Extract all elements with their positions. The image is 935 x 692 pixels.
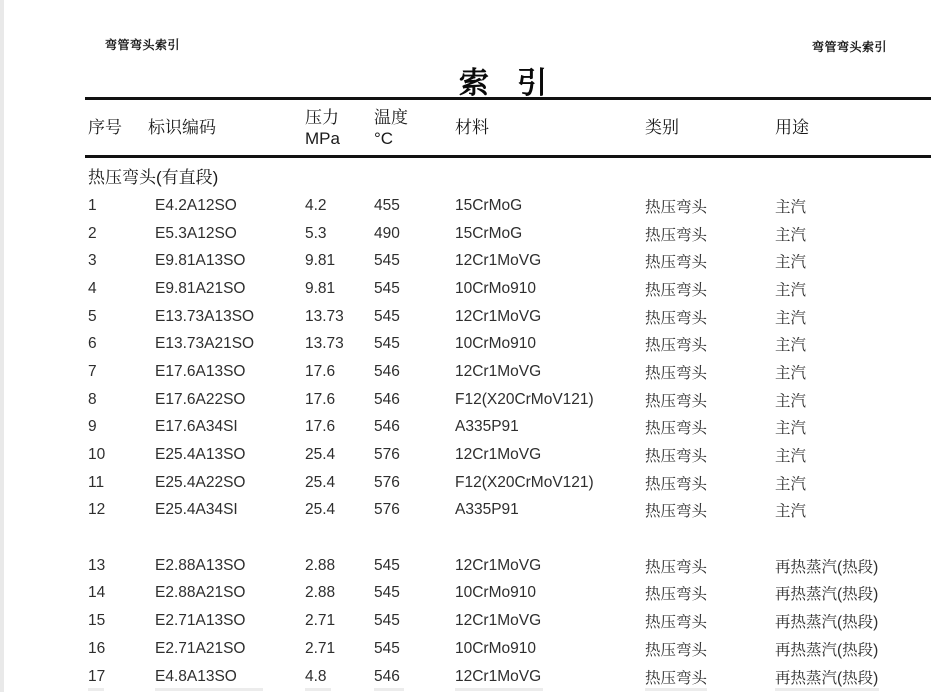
cell-usage: 主汽	[775, 475, 807, 493]
cell-usage: 主汽	[775, 392, 807, 410]
running-header-left: 弯管弯头索引	[105, 38, 181, 52]
table-row	[85, 275, 931, 303]
cell-pressure: 4.2	[305, 196, 327, 214]
cell-seq: 5	[88, 307, 97, 325]
column-header-seq-label: 序号	[88, 118, 122, 137]
cell-usage: 主汽	[775, 281, 807, 299]
cell-usage: 主汽	[775, 337, 807, 355]
cell-pressure: 25.4	[305, 501, 336, 519]
cell-pressure: 25.4	[305, 446, 336, 464]
cell-temp: 576	[374, 501, 400, 519]
cell-category: 热压弯头	[645, 503, 708, 521]
column-header-usage	[775, 117, 931, 138]
cell-temp: 546	[374, 418, 400, 436]
cell-code: E13.73A21SO	[155, 335, 255, 353]
cell-usage: 再热蒸汽(热段)	[775, 641, 879, 659]
cell-pressure: 25.4	[305, 473, 336, 491]
cell-code: E2.88A21SO	[155, 584, 246, 602]
cell-seq: 10	[88, 446, 106, 464]
page-left-edge	[0, 0, 4, 692]
table-row	[85, 303, 931, 331]
cell-category: 热压弯头	[645, 364, 708, 382]
cell-temp: 490	[374, 224, 400, 242]
cell-usage: 主汽	[775, 420, 807, 438]
cell-usage: 再热蒸汽(热段)	[775, 614, 879, 632]
column-header-temp-label: 温度	[374, 107, 408, 127]
column-header-pressure-label: 压力	[305, 107, 339, 127]
table-row	[85, 635, 931, 663]
column-header-code-label: 标识编码	[148, 118, 216, 137]
table-row	[85, 552, 931, 580]
column-header-temp-unit: °C	[374, 128, 394, 148]
cell-temp: 576	[374, 446, 400, 464]
cell-material: 15CrMoG	[455, 196, 523, 214]
cell-seq: 2	[88, 224, 97, 242]
cell-code: E2.88A13SO	[155, 556, 246, 574]
cell-usage: 再热蒸汽(热段)	[775, 586, 879, 604]
cell-category: 热压弯头	[645, 198, 708, 216]
cell-category: 热压弯头	[645, 281, 708, 299]
table-section-header: 热压弯头(有直段)	[88, 167, 219, 187]
cell-code: E4.2A12SO	[155, 196, 237, 214]
cell-code: E2.71A21SO	[155, 639, 246, 657]
cell-pressure: 2.88	[305, 556, 336, 574]
cell-code: E2.71A13SO	[155, 612, 246, 630]
column-header-seq	[85, 117, 148, 138]
cell-material: 10CrMo910	[455, 639, 536, 657]
column-header-pressure-unit: MPa	[305, 128, 340, 148]
cell-seq: 6	[88, 335, 97, 353]
cell-temp: 545	[374, 252, 400, 270]
cell-category: 热压弯头	[645, 614, 708, 632]
table-row	[85, 469, 931, 497]
cell-temp: 455	[374, 196, 400, 214]
column-header-category-label: 类别	[645, 118, 679, 137]
column-header-usage-label: 用途	[775, 118, 809, 137]
cell-seq: 4	[88, 279, 97, 297]
column-header-code	[148, 117, 305, 138]
cell-code: E17.6A34SI	[155, 418, 238, 436]
column-header-material	[455, 117, 645, 138]
cell-code: E4.8A13SO	[155, 667, 237, 685]
cell-seq: 15	[88, 612, 106, 630]
cell-category: 热压弯头	[645, 309, 708, 327]
cell-category: 热压弯头	[645, 392, 708, 410]
table-row	[85, 441, 931, 469]
cell-code: E9.81A21SO	[155, 279, 246, 297]
column-header-temp	[374, 107, 455, 149]
cell-usage: 再热蒸汽(热段)	[775, 558, 879, 576]
cell-material: 12Cr1MoVG	[455, 252, 542, 270]
column-header-pressure	[305, 107, 374, 149]
cell-material: 10CrMo910	[455, 584, 536, 602]
table-row	[85, 497, 931, 525]
cell-temp: 545	[374, 612, 400, 630]
cell-temp: 546	[374, 390, 400, 408]
cell-code: E25.4A22SO	[155, 473, 246, 491]
cell-material: 15CrMoG	[455, 224, 523, 242]
cell-material: 12Cr1MoVG	[455, 446, 542, 464]
cell-category: 热压弯头	[645, 420, 708, 438]
cell-pressure: 2.71	[305, 612, 336, 630]
cell-seq: 1	[88, 196, 97, 214]
cell-seq: 7	[88, 362, 97, 380]
table-row	[85, 247, 931, 275]
cell-material: A335P91	[455, 501, 519, 519]
cell-pressure: 9.81	[305, 279, 336, 297]
table-row	[85, 386, 931, 414]
table-spacer-row	[85, 524, 931, 552]
table-row	[85, 580, 931, 608]
cell-material: A335P91	[455, 418, 519, 436]
cell-material: 10CrMo910	[455, 335, 536, 353]
cell-usage: 主汽	[775, 503, 807, 521]
table-row	[85, 192, 931, 220]
cell-category: 热压弯头	[645, 448, 708, 466]
cell-usage: 主汽	[775, 198, 807, 216]
cutoff-row-sliver	[85, 688, 931, 692]
cell-pressure: 9.81	[305, 252, 336, 270]
cell-material: 12Cr1MoVG	[455, 362, 542, 380]
table-row	[85, 663, 931, 691]
cell-seq: 8	[88, 390, 97, 408]
cell-temp: 576	[374, 473, 400, 491]
cell-category: 热压弯头	[645, 669, 708, 687]
cell-seq: 12	[88, 501, 106, 519]
cell-temp: 546	[374, 667, 400, 685]
cell-seq: 16	[88, 639, 106, 657]
cell-temp: 545	[374, 307, 400, 325]
cell-temp: 546	[374, 362, 400, 380]
cell-material: 12Cr1MoVG	[455, 612, 542, 630]
cell-pressure: 17.6	[305, 362, 336, 380]
cell-usage: 主汽	[775, 448, 807, 466]
cell-code: E5.3A12SO	[155, 224, 237, 242]
cell-seq: 14	[88, 584, 106, 602]
cell-category: 热压弯头	[645, 475, 708, 493]
cell-code: E13.73A13SO	[155, 307, 255, 325]
table-row	[85, 607, 931, 635]
cell-seq: 17	[88, 667, 106, 685]
cell-code: E17.6A22SO	[155, 390, 246, 408]
table-row	[85, 358, 931, 386]
cell-material: 12Cr1MoVG	[455, 307, 542, 325]
cell-temp: 545	[374, 335, 400, 353]
cell-pressure: 4.8	[305, 667, 327, 685]
page-title: 索 引	[458, 67, 558, 100]
cell-usage: 主汽	[775, 226, 807, 244]
cell-material: 12Cr1MoVG	[455, 667, 542, 685]
cell-code: E25.4A13SO	[155, 446, 246, 464]
cell-usage: 主汽	[775, 254, 807, 272]
cell-pressure: 5.3	[305, 224, 327, 242]
cell-seq: 13	[88, 556, 106, 574]
cell-temp: 545	[374, 556, 400, 574]
cell-category: 热压弯头	[645, 641, 708, 659]
cell-category: 热压弯头	[645, 226, 708, 244]
table-row	[85, 330, 931, 358]
cell-category: 热压弯头	[645, 558, 708, 576]
cell-usage: 主汽	[775, 364, 807, 382]
cell-code: E17.6A13SO	[155, 362, 246, 380]
cell-seq: 11	[88, 473, 105, 491]
cell-material: 10CrMo910	[455, 279, 536, 297]
cell-material: 12Cr1MoVG	[455, 556, 542, 574]
cell-code: E9.81A13SO	[155, 252, 246, 270]
column-header-category	[645, 117, 775, 138]
cell-pressure: 17.6	[305, 390, 336, 408]
cell-usage: 再热蒸汽(热段)	[775, 669, 879, 687]
table-header-row	[85, 97, 931, 158]
cell-pressure: 13.73	[305, 335, 344, 353]
cell-code: E25.4A34SI	[155, 501, 238, 519]
cell-pressure: 13.73	[305, 307, 344, 325]
table-row	[85, 414, 931, 442]
cell-pressure: 2.88	[305, 584, 336, 602]
table-row	[85, 220, 931, 248]
cell-material: F12(X20CrMoV121)	[455, 390, 594, 408]
cell-temp: 545	[374, 279, 400, 297]
cell-category: 热压弯头	[645, 586, 708, 604]
column-header-material-label: 材料	[455, 118, 489, 137]
table-body	[85, 158, 931, 690]
cell-category: 热压弯头	[645, 254, 708, 272]
running-header-right: 弯管弯头索引	[812, 40, 888, 54]
cell-seq: 9	[88, 418, 97, 436]
cell-usage: 主汽	[775, 309, 807, 327]
cell-seq: 3	[88, 252, 97, 270]
cell-category: 热压弯头	[645, 337, 708, 355]
cell-temp: 545	[374, 639, 400, 657]
cell-temp: 545	[374, 584, 400, 602]
cell-material: F12(X20CrMoV121)	[455, 473, 594, 491]
cell-pressure: 17.6	[305, 418, 336, 436]
cell-pressure: 2.71	[305, 639, 336, 657]
